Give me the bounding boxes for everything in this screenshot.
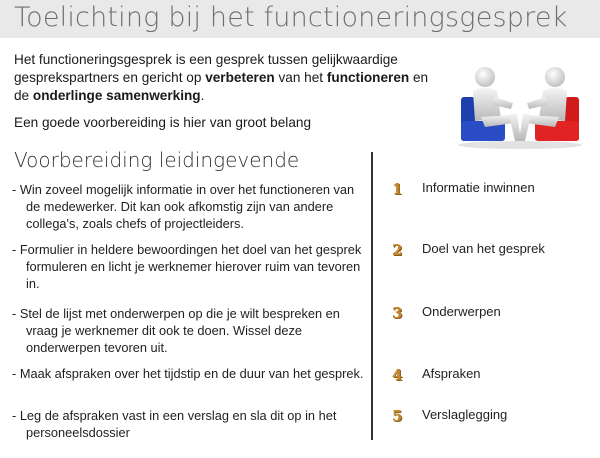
bullet-item: - Leg de afspraken vast in een verslag en sla dit op in het personeelsdossier: [12, 408, 337, 440]
intro-paragraph: [14, 51, 434, 105]
intro-text-1: Het functioneringsgesprek is een gesprek tussen gelijkwaardige gesprekspartners en gericht op: [14, 52, 398, 85]
step-number: 3: [392, 304, 403, 322]
bullet-item: - Formulier in heldere bewoordingen het doel van het gesprek formuleren en licht je werknemer hierover ruim van tevoren in.: [12, 242, 362, 291]
intro-paragraph-2: Een goede voorbereiding is hier van groot belang: [14, 115, 312, 130]
step-label: Doel van het gesprek: [422, 241, 545, 256]
step-number: 4: [392, 366, 403, 384]
two-people-talking-icon: [455, 55, 585, 150]
step-item-2: [392, 241, 592, 261]
section-heading: Voorbereiding leidingevende: [14, 148, 300, 172]
intro-bold-2: functioneren: [326, 70, 410, 85]
bullet-item: - Stel de lijst met onderwerpen op die je wilt bespreken en vraag je werknemer dit ook te doen. Wissel deze onderwerpen tevoren uit.: [12, 306, 340, 355]
intro-text-4: .: [200, 88, 205, 103]
person-right-head: [545, 67, 565, 87]
person-left-head: [475, 67, 495, 87]
step-number: 1: [392, 180, 403, 198]
intro-text-2: van het: [274, 70, 327, 85]
step-item-3: [392, 304, 592, 324]
step-item-5: [392, 407, 592, 427]
step-item-4: [392, 366, 592, 386]
vertical-divider: [371, 152, 373, 440]
bullet-item: - Win zoveel mogelijk informatie in over het functioneren van de medewerker. Dit kan ook afkomstig zijn van andere collega's, zoals chefs of projectleiders.: [12, 182, 355, 231]
title-bar: [0, 0, 600, 38]
intro-bold-3: onderlinge samenwerking: [32, 88, 201, 103]
intro-bold-1: verbeteren: [205, 70, 275, 85]
step-number: 5: [392, 407, 403, 425]
intro-text-3: en de: [14, 70, 429, 103]
step-item-1: [392, 180, 592, 200]
step-label: Onderwerpen: [422, 304, 501, 319]
step-label: Verslaglegging: [422, 407, 508, 422]
bullet-item: - Maak afspraken over het tijdstip en de duur van het gesprek.: [12, 366, 364, 381]
page-title: Toelichting bij het functioneringsgesprek: [14, 2, 568, 33]
step-label: Informatie inwinnen: [422, 180, 535, 195]
step-label: Afspraken: [422, 366, 481, 381]
step-number: 2: [392, 241, 403, 259]
